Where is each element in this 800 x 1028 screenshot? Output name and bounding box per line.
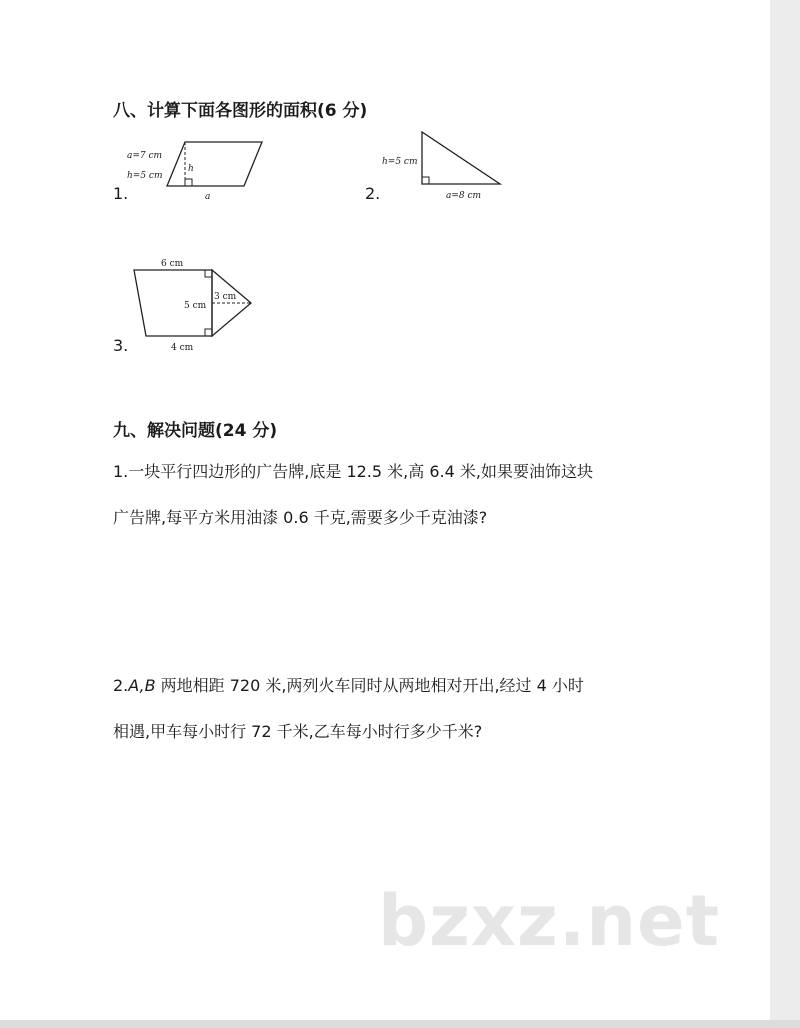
- right-angle-mark: [185, 179, 192, 186]
- right-angle-mark-bottom: [205, 329, 212, 336]
- label-a-side: a=7 cm: [127, 151, 163, 161]
- watermark: bzxz.net: [378, 880, 721, 962]
- label-bottom: 4 cm: [171, 343, 194, 353]
- triangle-shape: [422, 132, 500, 184]
- figure-2-number: 2.: [365, 184, 381, 203]
- label-base: a=8 cm: [446, 191, 482, 201]
- section-8-heading: 八、计算下面各图形的面积(6 分): [113, 101, 368, 121]
- question-2-prefix: 2.: [113, 676, 129, 695]
- right-angle-mark-top: [205, 270, 212, 277]
- parallelogram-shape: [167, 142, 262, 186]
- label-h: h=5 cm: [382, 157, 418, 167]
- label-tri: 3 cm: [214, 292, 237, 302]
- question-2-line-2: 相遇,甲车每小时行 72 千米,乙车每小时行多少千米?: [113, 722, 483, 741]
- question-1-line-2: 广告牌,每平方米用油漆 0.6 千克,需要多少千克油漆?: [113, 508, 488, 527]
- figure-1-number: 1.: [113, 184, 129, 203]
- question-1-line-1: 1.一块平行四边形的广告牌,底是 12.5 米,高 6.4 米,如果要油饰这块: [113, 462, 593, 481]
- section-9-heading: 九、解决问题(24 分): [113, 421, 278, 441]
- right-angle-mark: [422, 177, 429, 184]
- question-2-text: 两地相距 720 米,两列火车同时从两地相对开出,经过 4 小时: [155, 676, 584, 695]
- page-bottom-edge: [0, 1020, 800, 1028]
- label-top: 6 cm: [161, 259, 184, 269]
- label-middle: 5 cm: [184, 301, 207, 311]
- question-2-places: A,B: [128, 676, 156, 695]
- figure-2-triangle: [380, 128, 510, 204]
- label-h-side: h=5 cm: [127, 171, 163, 181]
- figure-3-composite: [125, 254, 265, 356]
- figure-3-number: 3.: [113, 336, 129, 355]
- question-2-line-1: [113, 673, 584, 696]
- page-right-margin: [770, 0, 800, 1028]
- label-base: a: [205, 192, 211, 202]
- label-h: h: [188, 164, 194, 174]
- figure-1-parallelogram: [125, 138, 275, 206]
